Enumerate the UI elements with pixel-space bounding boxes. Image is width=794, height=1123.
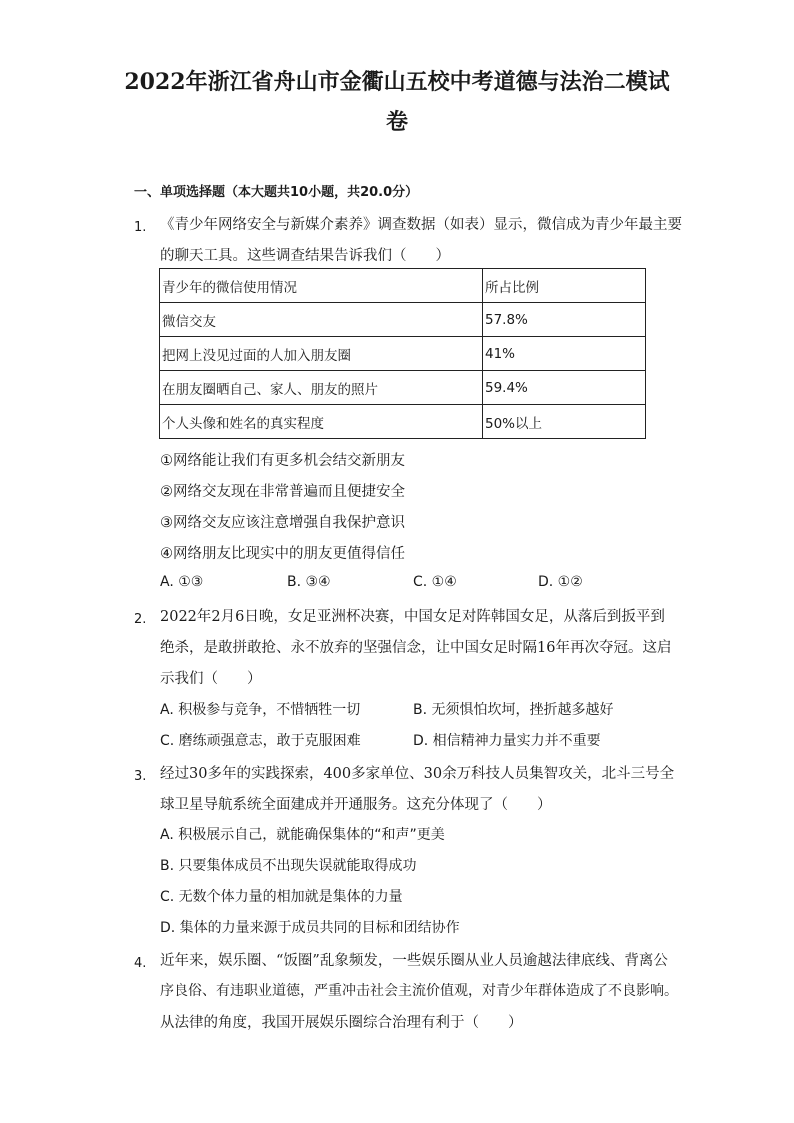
question-1-line-1: 《青少年网络安全与新媒介素养》调查数据（如表）显示，微信成为青少年最主要 <box>160 217 682 233</box>
question-2-option-c[interactable]: C. 磨练顽强意志，敢于克服困难 <box>160 733 361 749</box>
table-cell: 个人头像和姓名的真实程度 <box>160 405 483 439</box>
question-3-option-d[interactable]: D. 集体的力量来源于成员共同的目标和团结协作 <box>160 920 460 936</box>
table-cell: 41% <box>483 337 646 371</box>
table-cell: 50%以上 <box>483 405 646 439</box>
question-3-line-1: 经过30多年的实践探索，400多家单位、30余万科技人员集智攻关，北斗三号全 <box>160 766 675 782</box>
question-2-line-3: 示我们（ ） <box>160 671 262 687</box>
table-header-cell: 所占比例 <box>483 269 646 303</box>
table-row <box>160 337 646 371</box>
question-2-number: 2. <box>134 612 147 627</box>
question-1-statement-4: ④网络朋友比现实中的朋友更值得信任 <box>160 546 405 562</box>
survey-table <box>159 268 646 439</box>
question-3-option-b[interactable]: B. 只要集体成员不出现失误就能取得成功 <box>160 858 417 874</box>
table-row <box>160 405 646 439</box>
question-4-line-1: 近年来，娱乐圈、“饭圈”乱象频发，一些娱乐圈从业人员逾越法律底线、背离公 <box>160 953 668 969</box>
question-2-option-d[interactable]: D. 相信精神力量实力并不重要 <box>413 733 601 749</box>
table-cell: 把网上没见过面的人加入朋友圈 <box>160 337 483 371</box>
question-2-line-2: 绝杀，是敢拼敢抢、永不放弃的坚强信念，让中国女足时隔16年再次夺冠。这启 <box>160 640 672 656</box>
question-1-number: 1. <box>134 220 147 235</box>
question-1-option-d[interactable]: D. ①② <box>538 574 583 590</box>
question-1-statement-2: ②网络交友现在非常普遍而且便捷安全 <box>160 484 405 500</box>
title-line-1: 2022年浙江省舟山市金衢山五校中考道德与法治二模试 <box>124 69 670 95</box>
question-2-option-b[interactable]: B. 无须惧怕坎坷，挫折越多越好 <box>413 702 614 718</box>
table-row <box>160 371 646 405</box>
table-row <box>160 303 646 337</box>
question-4-line-2: 序良俗、有违职业道德，严重冲击社会主流价值观，对青少年群体造成了不良影响。 <box>160 983 678 999</box>
question-4-number: 4. <box>134 956 147 971</box>
table-cell: 在朋友圈晒自己、家人、朋友的照片 <box>160 371 483 405</box>
question-4-line-3: 从法律的角度，我国开展娱乐圈综合治理有利于（ ） <box>160 1015 523 1031</box>
question-2-line-1: 2022年2月6日晚，女足亚洲杯决赛，中国女足对阵韩国女足，从落后到扳平到 <box>160 609 665 625</box>
question-1-option-c[interactable]: C. ①④ <box>413 574 457 590</box>
table-cell: 57.8% <box>483 303 646 337</box>
table-header-cell: 青少年的微信使用情况 <box>160 269 483 303</box>
question-3-option-a[interactable]: A. 积极展示自己，就能确保集体的“和声”更美 <box>160 827 445 843</box>
exam-title <box>100 62 694 142</box>
section-heading: 一、单项选择题（本大题共10小题，共20.0分） <box>134 185 419 200</box>
table-cell: 微信交友 <box>160 303 483 337</box>
question-3-line-2: 球卫星导航系统全面建成并开通服务。这充分体现了（ ） <box>160 797 552 813</box>
question-1-statement-3: ③网络交友应该注意增强自我保护意识 <box>160 515 405 531</box>
question-1-option-a[interactable]: A. ①③ <box>160 574 204 590</box>
title-line-2: 卷 <box>385 109 408 135</box>
question-3-number: 3. <box>134 769 147 784</box>
table-cell: 59.4% <box>483 371 646 405</box>
question-1-statement-1: ①网络能让我们有更多机会结交新朋友 <box>160 453 405 469</box>
question-2-option-a[interactable]: A. 积极参与竞争，不惜牺牲一切 <box>160 702 361 718</box>
question-1-option-b[interactable]: B. ③④ <box>287 574 331 590</box>
table-header-row <box>160 269 646 303</box>
question-3-option-c[interactable]: C. 无数个体力量的相加就是集体的力量 <box>160 889 403 905</box>
question-1-line-2: 的聊天工具。这些调查结果告诉我们（ ） <box>160 248 450 264</box>
